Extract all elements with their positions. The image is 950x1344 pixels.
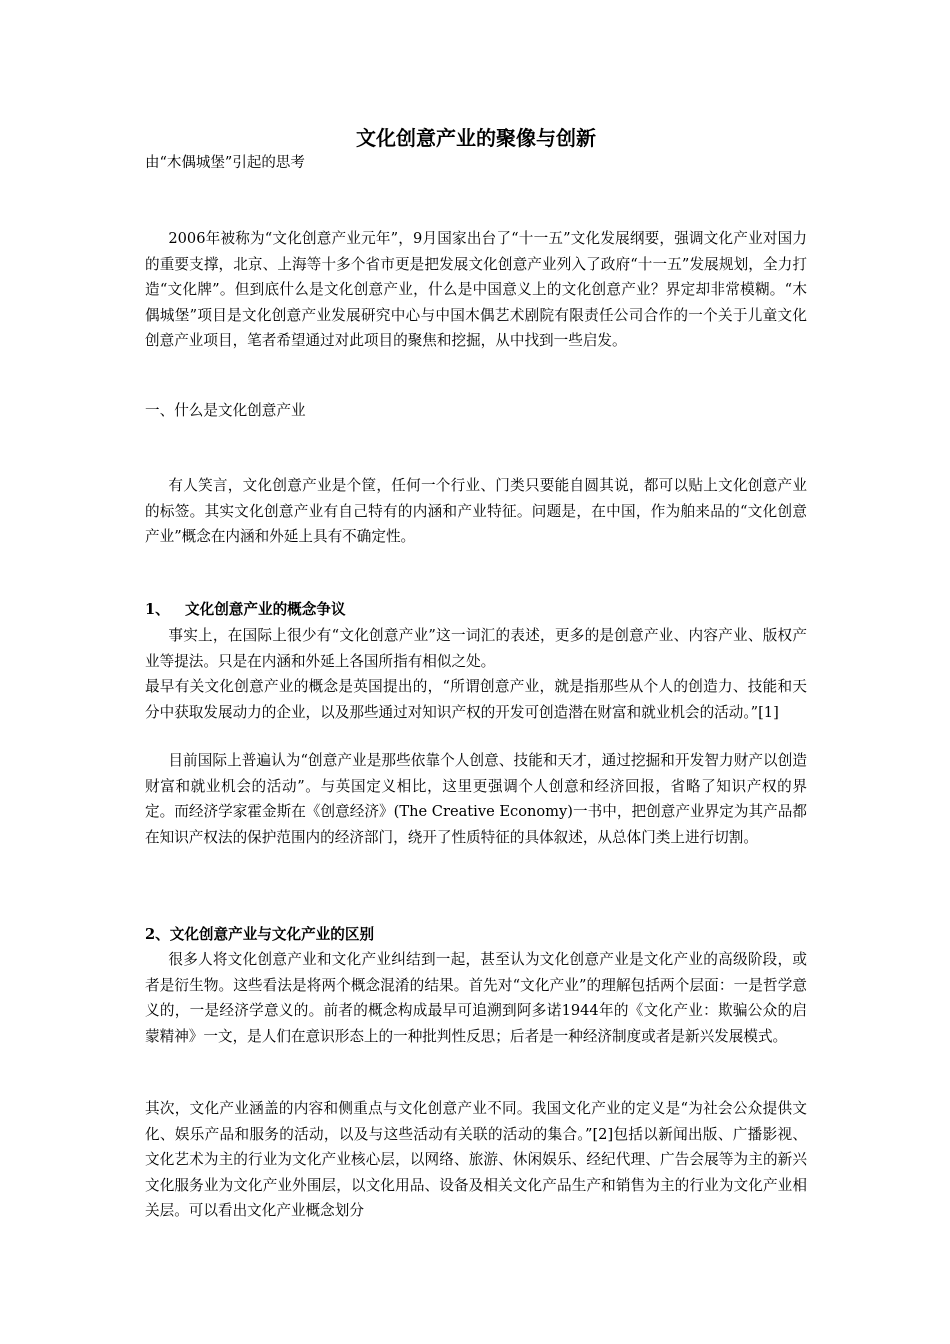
- document-title: 文化创意产业的聚像与创新: [356, 126, 596, 150]
- subsection1-heading: [145, 597, 346, 623]
- subsection1-paragraph-1: 事实上，在国际上很少有“文化创意产业”这一词汇的表述，更多的是创意产业、内容产业、版权产业等提法。只是在内涵和外延上各国所指有相似之处。: [145, 627, 807, 670]
- subsection1-paragraph-2: 最早有关文化创意产业的概念是英国提出的，“所谓创意产业，就是指那些从个人的创造力、技能和天分中获取发展动力的企业，以及那些通过对知识产权的开发可创造潜在财富和就业机会的活动。”[1]: [145, 678, 807, 721]
- subsection2-paragraph-1: 很多人将文化创意产业和文化产业纠结到一起，甚至认为文化创意产业是文化产业的高级阶段，或者是衍生物。这些看法是将两个概念混淆的结果。首先对“文化产业”的理解包括两个层面：一是哲学意义的，一是经济学意义的。前者的概念构成最早可追溯到阿多诺1944年的《文化产业：欺骗公众的启蒙精神》一文，是人们在意识形态上的一种批判性反思；后者是一种经济制度或者是新兴发展模式。: [145, 951, 807, 1045]
- section1-paragraph: 有人笑言，文化创意产业是个筐，任何一个行业、门类只要能自圆其说，都可以贴上文化创意产业的标签。其实文化创意产业有自己特有的内涵和产业特征。问题是，在中国，作为舶来品的“文化创意产业”概念在内涵和外延上具有不确定性。: [145, 477, 807, 545]
- subsection2-paragraph-2: 其次，文化产业涵盖的内容和侧重点与文化创意产业不同。我国文化产业的定义是“为社会公众提供文化、娱乐产品和服务的活动，以及与这些活动有关联的活动的集合。”[2]包括以新闻出版、广播影视、文化艺术为主的行业为文化产业核心层，以网络、旅游、休闲娱乐、经纪代理、广告会展等为主的新兴文化服务业为文化产业外围层，以文化用品、设备及相关文化产品生产和销售为主的行业为文化产业相关层。可以看出文化产业概念划分: [145, 1100, 807, 1219]
- intro-paragraph: 2006年被称为“文化创意产业元年”，9月国家出台了“十一五”文化发展纲要，强调文化产业对国力的重要支撑，北京、上海等十多个省市更是把发展文化创意产业列入了政府“十一五”发展规划，全力打造“文化牌”。但到底什么是文化创意产业，什么是中国意义上的文化创意产业？界定却非常模糊。“木偶城堡”项目是文化创意产业发展研究中心与中国木偶艺术剧院有限责任公司合作的一个关于儿童文化创意产业项目，笔者希望通过对此项目的聚焦和挖掘，从中找到一些启发。: [145, 230, 807, 349]
- section1-heading: 一、什么是文化创意产业: [145, 402, 306, 419]
- subsection1-paragraph-3: 目前国际上普遍认为“创意产业是那些依靠个人创意、技能和天才，通过挖掘和开发智力财产以创造财富和就业机会的活动”。与英国定义相比，这里更强调个人创意和经济回报，省略了知识产权的界定。而经济学家霍金斯在《创意经济》(The Creative Economy)一书中，把创意产业界定为其产品都在知识产权法的保护范围内的经济部门，绕开了性质特征的具体叙述，从总体门类上进行切割。: [145, 752, 807, 846]
- subsection1-number: 1、: [145, 601, 170, 618]
- subsection2-heading: 2、文化创意产业与文化产业的区别: [145, 926, 375, 943]
- document-subtitle: 由“木偶城堡”引起的思考: [145, 155, 305, 171]
- subsection1-title: 文化创意产业的概念争议: [185, 601, 346, 618]
